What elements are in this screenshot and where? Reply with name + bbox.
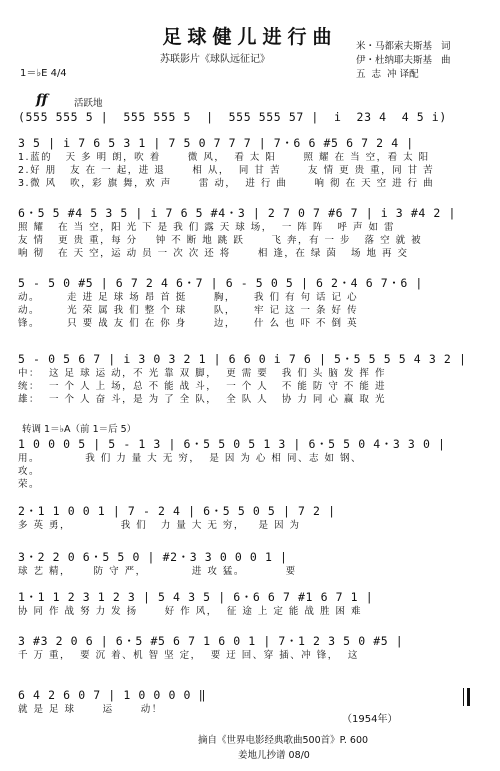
credit-composer: 伊・杜纳耶夫斯基 曲 [356,55,451,66]
modulation-marking: 转调 1＝♭A（前 1＝后 5） [22,424,137,435]
lyric-verse-1: 1.蓝的 天 多 明 朗，吹 着 微 风， 看 太 阳 照 耀 在 当 空，看 太 阳 [18,152,430,163]
lyric-line: 千 万 重， 要 沉 着、机 智 坚 定， 要 迂 回、穿 插、冲 锋， 这 [18,650,359,661]
notation-line: 2・1 1 0 0 1 | 7 - 2 4 | 6・5 5 0 5 | 7 2 | [18,504,336,518]
score-row-5 [18,437,484,491]
lyric-verse-3: 锋。 只 要 战 友 们 在 你 身 边， 什 么 也 吓 不 倒 英 [18,318,359,329]
lyric-verse-1: 用。 我 们 力 量 大 无 穷， 是 因 为 心 相 同、志 如 钢、 [18,453,362,464]
lyric-line: 多 英 勇， 我 们 力 量 大 无 穷， 是 因 为 [18,520,301,531]
lyric-verse-1: 动。 走 进 足 球 场 昂 首 挺 胸， 我 们 有 句 话 记 心 [18,292,359,303]
tempo-marking: 活跃地 [74,98,103,109]
score-row-10 [18,688,484,716]
score-row-8 [18,590,484,618]
notation-line: 5 - 5 0 #5 | 6 7 2 4 6・7 | 6 - 5 0 5 | 6 2・4 6 7・6 | [18,276,423,290]
lyric-verse-2: 统： 一 个 人 上 场，总 不 能 战 斗， 一 个 人 不 能 防 守 不 能 进 [18,381,386,392]
notation-line: 1 0 0 0 5 | 5 - 1 3 | 6・5 5 0 5 1 3 | 6・5 5 0 4・3 3 0 | [18,437,446,451]
year-label: （1954年） [342,714,398,725]
lyric-verse-3: 雄： 一 个 人 奋 斗，是 为 了 全 队， 全 队 人 协 力 同 心 赢 取 光 [18,394,386,405]
score-row-3 [18,276,484,330]
film-source: 苏联影片《球队远征记》 [160,54,270,65]
lyric-verse-3: 3.微 风 吹，彩 旗 舞，欢 声 雷 动， 进 行 曲 响 彻 在 天 空 进 行 曲 [18,178,435,189]
notation-line: (555 555 5 | 555 555 5 | 555 555 57 | i 23 4 4 5 i) [18,110,447,124]
notation-line: 6 4 2 6 0 7 | 1 0 0 0 0 ‖ [18,688,207,702]
lyric-verse-1: 中： 这 足 球 运 动，不 光 靠 双 脚， 更 需 要 我 们 头 脑 发 挥 作 [18,368,386,379]
notation-line: 3・2 2 0 6・5 5 0 | #2・3 3 0 0 0 1 | [18,550,288,564]
final-barline-thin [463,688,464,706]
lyric-verse-2: 2.好 朋 友 在 一 起，进 退 相 从， 同 甘 苦 友 情 更 贵 重，同 甘 苦 [18,165,435,176]
credits [356,40,451,82]
score-row-4 [18,352,484,406]
lyric-line: 就 是 足 球 运 动！ [18,704,163,715]
lyric-verse-3: 响 彻 在 天 空，运 动 员 一 次 次 还 将 相 逢，在 绿 茵 场 地 再 交 [18,248,409,259]
dynamic-marking: ff [36,92,48,108]
notation-line: 5 - 0 5 6 7 | i 3 0 3 2 1 | 6 6 0 i 7 6 | 5・5 5 5 5 4 3 2 | [18,352,467,366]
score-row-6 [18,504,484,532]
lyric-verse-1: 照 耀 在 当 空，阳 光 下 是 我 们 露 天 球 场， 一 阵 阵 呼 声 如 雷 [18,222,395,233]
final-barline-thick [467,688,470,706]
credit-lyricist: 米・马都索夫斯基 词 [356,41,451,52]
song-title: 足球健儿进行曲 [162,26,338,48]
notation-line: 3 5 | i 7 6 5 3 1 | 7 5 0 7 7 7 | 7・6 6 #5 6 7 2 4 | [18,136,414,150]
notation-line: 1・1 1 2 3 1 2 3 | 5 4 3 5 | 6・6 6 7 #1 6 7 1 | [18,590,374,604]
notation-line: 3 #3 2 0 6 | 6・5 #5 6 7 1 6 0 1 | 7・1 2 3 5 0 #5 | [18,634,404,648]
credit-translator: 五 志 冲 译配 [356,69,419,80]
lyric-line: 球 艺 精， 防 守 严， 进 攻 猛。 要 [18,566,297,577]
lyric-verse-3: 荣。 [18,479,41,490]
lyric-verse-2: 攻。 [18,466,41,477]
score-row-intro [18,110,484,125]
lyric-line: 协 同 作 战 努 力 发 扬 好 作 风， 征 途 上 定 能 战 胜 困 难 [18,606,362,617]
lyric-verse-2: 动。 光 荣 属 我 们 整 个 球 队， 牢 记 这 一 条 好 传 [18,305,359,316]
copier-credit: 姜地儿抄谱 08/0 [238,750,310,761]
score-row-9 [18,634,484,662]
score-row-7 [18,550,484,578]
score-row-2 [18,206,484,260]
source-citation: 摘自《世界电影经典歌曲500首》P. 600 [198,735,369,746]
notation-line: 6・5 5 #4 5 3 5 | i 7 6 5 #4・3 | 2 7 0 7 #6 7 | i 3 #4 2 | [18,206,456,220]
lyric-verse-2: 友 情 更 贵 重，每 分 钟 不 断 地 跳 跃 飞 奔，有 一 步 落 空 就 被 [18,235,423,246]
key-signature: 1＝♭E 4/4 [20,68,67,79]
score-row-1 [18,136,484,190]
